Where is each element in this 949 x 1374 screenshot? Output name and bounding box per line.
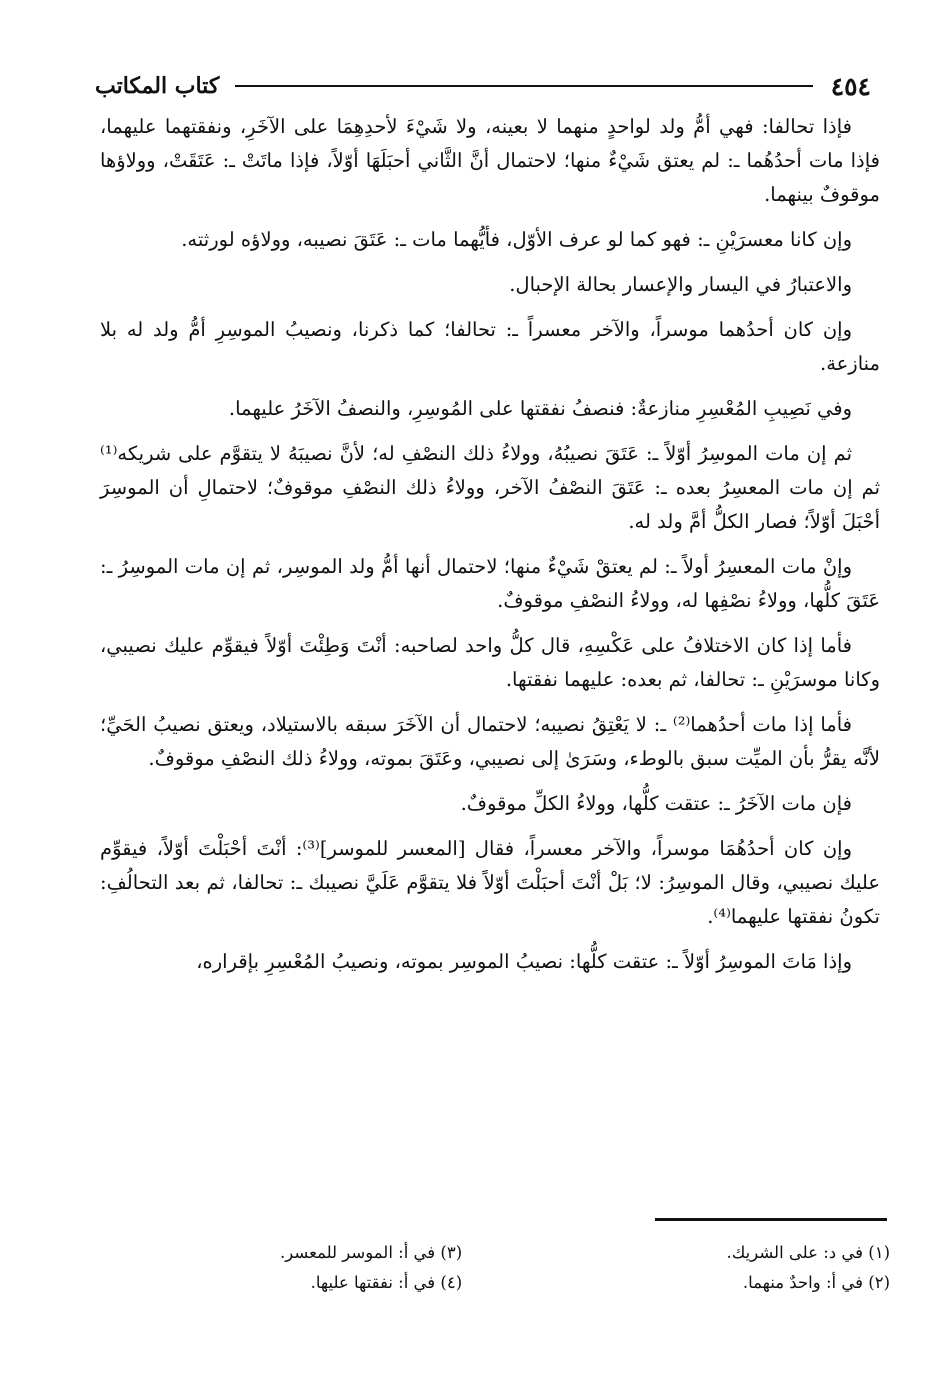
footnote-3: (٣) في أ: الموسر للمعسر.: [280, 1243, 463, 1262]
main-text: [100, 110, 880, 990]
footnote-separator: [655, 1218, 887, 1221]
paragraph: فأما إذا كان الاختلافُ على عَكْسِهِ، قال كلُّ واحد لصاحبه: أنْتَ وَطِئْتَ أوّلاً فيقوِّم عليك نصيبي، وكانا موسرَيْنِ ـ: تحالفا، ثم بعده: عليهما نفقتها.: [100, 634, 880, 691]
paragraph: وإذا مَاتَ الموسِرُ أوّلاً ـ: عتقت كلُّها: نصيبُ الموسِر بموته، ونصيبُ المُعْسِرِ بإقراره،: [196, 950, 852, 973]
paragraph: فأما إذا مات أحدُهما⁽²⁾ ـ: لا يَعْتِقُ نصيبه؛ لاحتمال أن الآخَرَ سبقه بالاستيلاد، ويعتق نصيبُ الحَيِّ؛ لأنَّه يقرُّ بأن الميِّت سبق بالوطء، وسَرَىٰ إلى نصيبي، وعَتَقَ بموته، وولاءُ ذلك النصْفِ موقوفٌ.: [100, 713, 880, 770]
page-header: [95, 66, 871, 106]
paragraph: وإن كان أحدُهما موسراً، والآخر معسراً ـ: تحالفا؛ كما ذكرنا، ونصيبُ الموسِرِ أمُّ ولد له بلا منازعة.: [100, 318, 880, 375]
footnote-2: (٢) في أ: واحدٌ منهما.: [742, 1273, 890, 1292]
footnote-4: (٤) في أ: نفقتها عليها.: [310, 1273, 463, 1292]
header-rule: [235, 85, 812, 87]
paragraph: ثم إن مات الموسِرُ أوّلاً ـ: عَتَقَ نصيبُهُ، وولاءُ ذلك النصْفِ له؛ لأنَّ نصيبَهُ لا يتقوَّم على شريكه⁽¹⁾ ثم إن مات المعسِرُ بعده ـ: عَتَقَ النصْفُ الآخر، وولاءُ ذلك النصْفِ موقوفٌ؛ لاحتمالِ أن الموسِرَ أحْبَلَ أوّلاً؛ فصار الكلُّ أمَّ ولد له.: [100, 442, 880, 533]
paragraph: وإن كانا معسرَيْنِ ـ: فهو كما لو عرف الأوّل، فأيُّهما مات ـ: عَتَقَ نصيبه، وولاؤه لورثته.: [181, 228, 852, 251]
book-title: كتاب المكاتب: [95, 73, 220, 99]
footnote-1: (١) في د: على الشريك.: [726, 1243, 890, 1262]
footnotes: [280, 1238, 890, 1298]
paragraph: وإنْ مات المعسِرُ أولاً ـ: لم يعتقْ شَيْءٌ منها؛ لاحتمال أنها أمُّ ولد الموسِر، ثم إن مات الموسِرُ ـ: عَتَقَ كلُّها، وولاءُ نصْفِها له، وولاءُ النصْفِ موقوفٌ.: [100, 555, 880, 612]
paragraph: فإن مات الآخَرُ ـ: عتقت كلُّها، وولاءُ الكلِّ موقوفٌ.: [460, 792, 852, 815]
paragraph: والاعتبارُ في اليسار والإعسار بحالة الإحبال.: [509, 273, 852, 296]
footnotes-right-column: [726, 1238, 890, 1298]
page-number: ٤٥٤: [830, 71, 871, 101]
paragraph: وفي نَصِيبِ المُعْسِرِ منازعةٌ: فنصفُ نفقتها على المُوسِرِ، والنصفُ الآخَرُ عليهما.: [228, 397, 852, 420]
paragraph: فإذا تحالفا: فهي أمُّ ولد لواحدٍ منهما لا بعينه، ولا شَيْءَ لأحدِهِمَا على الآخَرِ، ونفقتهما عليهما، فإذا مات أحدُهُما ـ: لم يعتق شَيْءٌ منها؛ لاحتمال أنَّ الثَّاني أحبَلَهَا أوّلاً، فإذا ماتَتْ ـ: عَتَقَتْ، وولاؤها موقوفٌ بينهما.: [100, 115, 880, 206]
footnotes-left-column: [280, 1238, 462, 1298]
paragraph: وإن كان أحدُهُمَا موسراً، والآخر معسراً، فقال [المعسر للموسر]⁽³⁾: أنْتَ أحْبَلْتَ أوّلاً، فيقوِّم عليك نصيبي، وقال الموسِرُ: لا؛ بَلْ أنْتَ أحبَلْتَ أوّلاً فلا يتقوَّم عَلَيَّ نصيبك ـ: تحالفا، ثم بعد التحالُفِ: تكونُ نفقتها عليهما⁽⁴⁾.: [100, 837, 880, 928]
